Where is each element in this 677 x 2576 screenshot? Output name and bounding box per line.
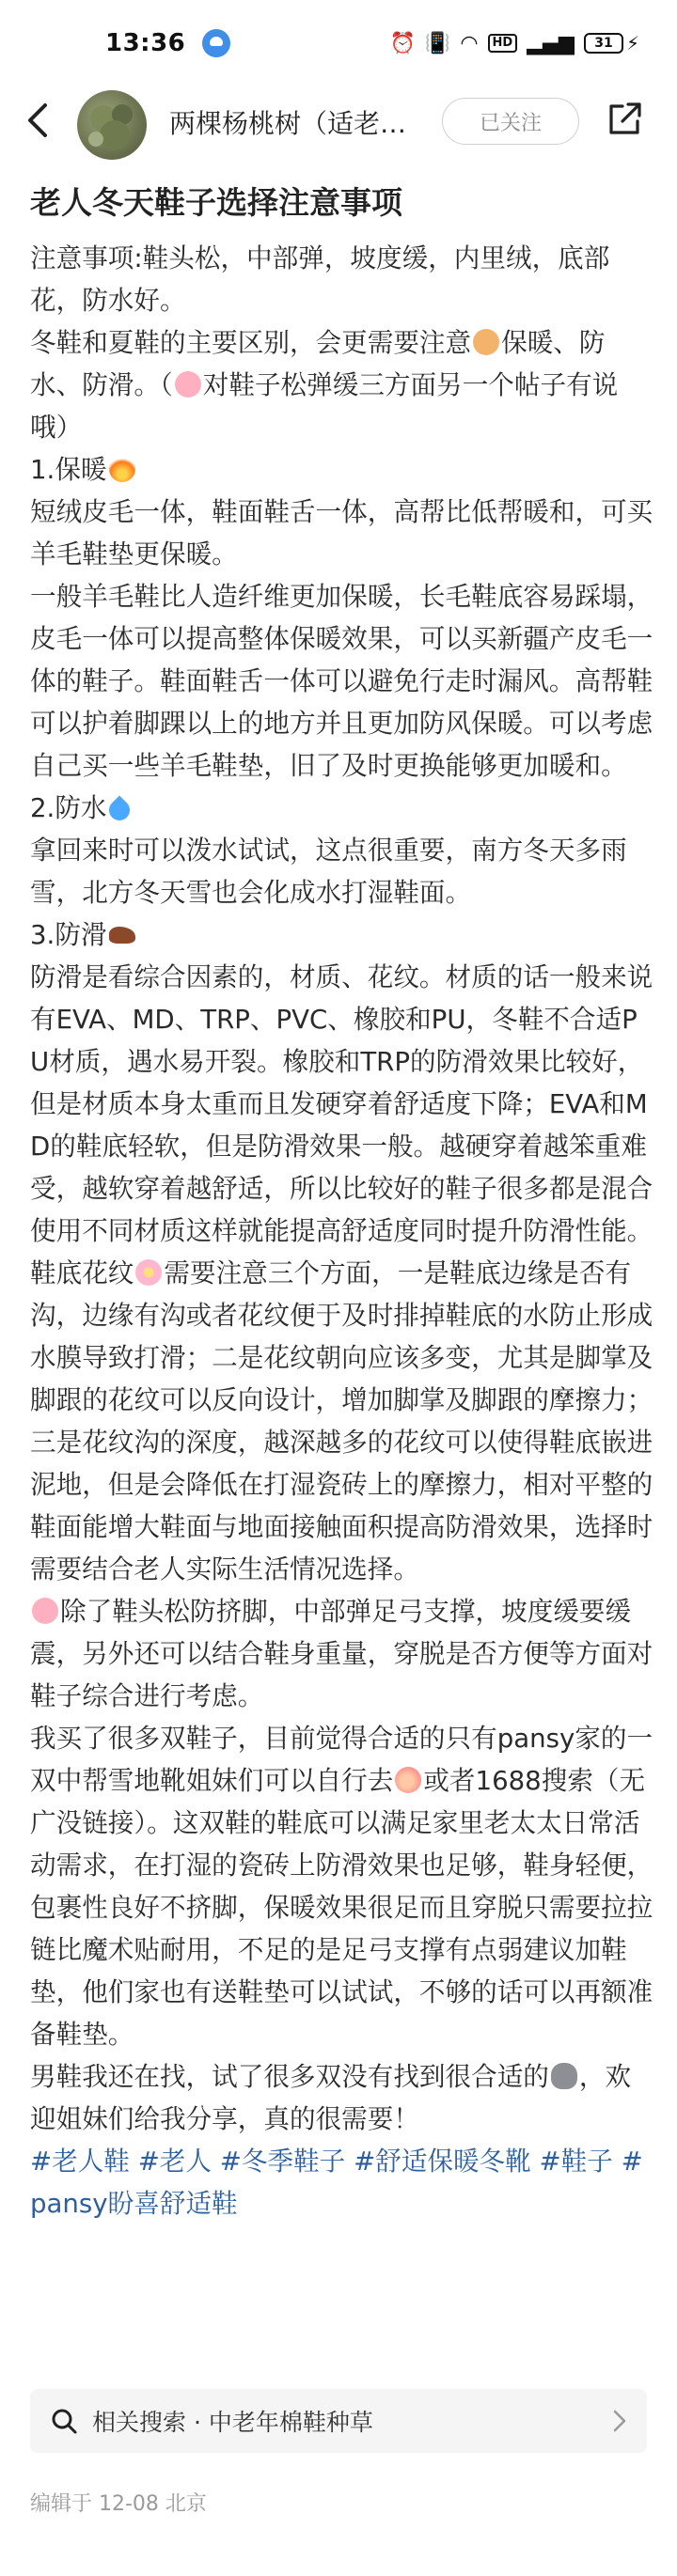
water-drop-icon bbox=[104, 795, 134, 824]
app-notification-icon bbox=[202, 29, 230, 57]
post-header bbox=[0, 86, 677, 152]
tag-link[interactable]: #冬季鞋子 bbox=[219, 2146, 346, 2177]
back-arrow-icon[interactable] bbox=[23, 101, 56, 139]
paragraph: 冬鞋和夏鞋的主要区别，会更需要注意 保暖、防水、防滑。（ 对鞋子松弹缓三方面另一个帖子有说哦） bbox=[30, 327, 619, 443]
paragraph: 拿回来时可以泼水试试，这点很重要，南方冬天多雨雪，北方冬天雪也会化成水打湿鞋面。 bbox=[30, 835, 627, 908]
paragraph: 我买了很多双鞋子，目前觉得合适的只有pansy家的一双中帮雪地靴姐妹们可以自行去 或者1688搜索（无广没链接）。这双鞋的鞋底可以满足家里老太太日常活动需求，在打湿的瓷砖上防滑效果也足够，鞋身轻便，包裹性良好不挤脚，保暖效果很足而且穿脱只需要拉拉链比魔术贴耐用，不足的是足弓支撑有点弱建议加鞋垫，他们家也有送鞋垫可以试试，不够的话可以再额准备鞋垫。 bbox=[30, 1723, 653, 2050]
peach-icon bbox=[395, 1767, 421, 1793]
avatar-image bbox=[77, 90, 147, 160]
tag-link[interactable]: #老人鞋 bbox=[30, 2146, 130, 2177]
wifi-icon: ◠ bbox=[460, 31, 479, 55]
chevron-right-icon bbox=[611, 2408, 628, 2434]
tag-link[interactable]: #pansy盼喜舒适鞋 bbox=[30, 2146, 643, 2219]
post-title: 老人冬天鞋子选择注意事项 bbox=[30, 184, 402, 221]
battery-level: 31 bbox=[584, 33, 623, 54]
related-search-text: 相关搜索 · 中老年棉鞋种草 bbox=[92, 2409, 373, 2436]
section-heading: 1.保暖 bbox=[30, 448, 654, 491]
post-body bbox=[30, 237, 654, 2225]
status-icons bbox=[390, 32, 640, 55]
vibrate-icon: 📳 bbox=[424, 31, 451, 55]
share-icon[interactable] bbox=[606, 101, 643, 138]
status-time: 13:36 bbox=[105, 29, 186, 57]
status-bar bbox=[0, 0, 677, 86]
edit-info: 编辑于 12-08 北京 bbox=[30, 2492, 207, 2516]
paragraph: 短绒皮毛一体，鞋面鞋舌一体，高帮比低帮暖和，可买羊毛鞋垫更保暖。 bbox=[30, 496, 653, 570]
face-emoji-icon bbox=[473, 329, 499, 355]
paragraph: 除了鞋头松防挤脚，中部弹足弓支撑，坡度缓要缓震，另外还可以结合鞋身重量，穿脱是否方便等方面对鞋子综合进行考虑。 bbox=[30, 1596, 653, 1711]
section-heading: 3.防滑 bbox=[30, 913, 654, 956]
hd-badge: HD bbox=[488, 34, 518, 53]
shoe-icon bbox=[109, 927, 135, 944]
tag-link[interactable]: #老人 bbox=[137, 2146, 212, 2177]
author-name[interactable]: 两棵杨桃树（适老… bbox=[169, 108, 407, 139]
tag-link[interactable]: #鞋子 bbox=[539, 2146, 613, 2177]
paragraph: 鞋底花纹 需要注意三个方面，一是鞋底边缘是否有沟，边缘有沟或者花纹便于及时排掉鞋底的水防止形成水膜导致打滑；二是花纹朝向应该多变，尤其是脚掌及脚跟的花纹可以反向设计，增加脚掌及脚跟的摩擦力；三是花纹沟的深度，越深越多的花纹可以使得鞋底嵌进泥地，但是会降低在打湿瓷砖上的摩擦力，相对平整的鞋面能增大鞋面与地面接触面积提高防滑效果，选择时需要结合老人实际生活情况选择。 bbox=[30, 1257, 653, 1585]
fire-icon bbox=[109, 456, 135, 482]
author-avatar[interactable] bbox=[77, 90, 147, 160]
alarm-icon: ⏰ bbox=[389, 31, 416, 55]
charging-icon: ⚡ bbox=[625, 32, 639, 55]
tag-list bbox=[30, 2140, 654, 2225]
related-search-bar[interactable] bbox=[30, 2389, 647, 2453]
paragraph: 防滑是看综合因素的，材质、花纹。材质的话一般来说有EVA、MD、TRP、PVC、橡胶和PU，冬鞋不合适PU材质，遇水易开裂。橡胶和TRP的防滑效果比较好，但是材质本身太重而且发硬穿着舒适度下降；EVA和MD的鞋底轻软，但是防滑效果一般。越硬穿着越笨重难受，越软穿着越舒适，所以比较好的鞋子很多都是混合使用不同材质这样就能提高舒适度同时提升防滑性能。 bbox=[30, 961, 653, 1246]
signal-icon: ▂▄▆ bbox=[527, 31, 575, 55]
battery-indicator bbox=[584, 32, 639, 55]
paragraph: 一般羊毛鞋比人造纤维更加保暖，长毛鞋底容易踩塌，皮毛一体可以提高整体保暖效果，可以买新疆产皮毛一体的鞋子。鞋面鞋舌一体可以避免行走时漏风。高帮鞋可以护着脚踝以上的地方并且更加防风保暖。可以考虑自己买一些羊毛鞋垫，旧了及时更换能够更加暖和。 bbox=[30, 581, 653, 781]
tag-link[interactable]: #舒适保暖冬靴 bbox=[354, 2146, 531, 2177]
pig-face-icon bbox=[32, 1598, 58, 1624]
pig-emoji-icon bbox=[175, 371, 201, 398]
follow-button[interactable]: 已关注 bbox=[442, 98, 579, 145]
paragraph: 男鞋我还在找，试了很多双没有找到很合适的 ，欢迎姐妹们给我分享，真的很需要！ bbox=[30, 2061, 632, 2134]
paragraph: 注意事项:鞋头松，中部弹，坡度缓，内里绒，底部花，防水好。 bbox=[30, 242, 610, 316]
section-heading: 2.防水 bbox=[30, 787, 654, 829]
flower-icon bbox=[135, 1259, 162, 1286]
rock-icon bbox=[551, 2063, 577, 2089]
search-icon bbox=[49, 2406, 79, 2436]
